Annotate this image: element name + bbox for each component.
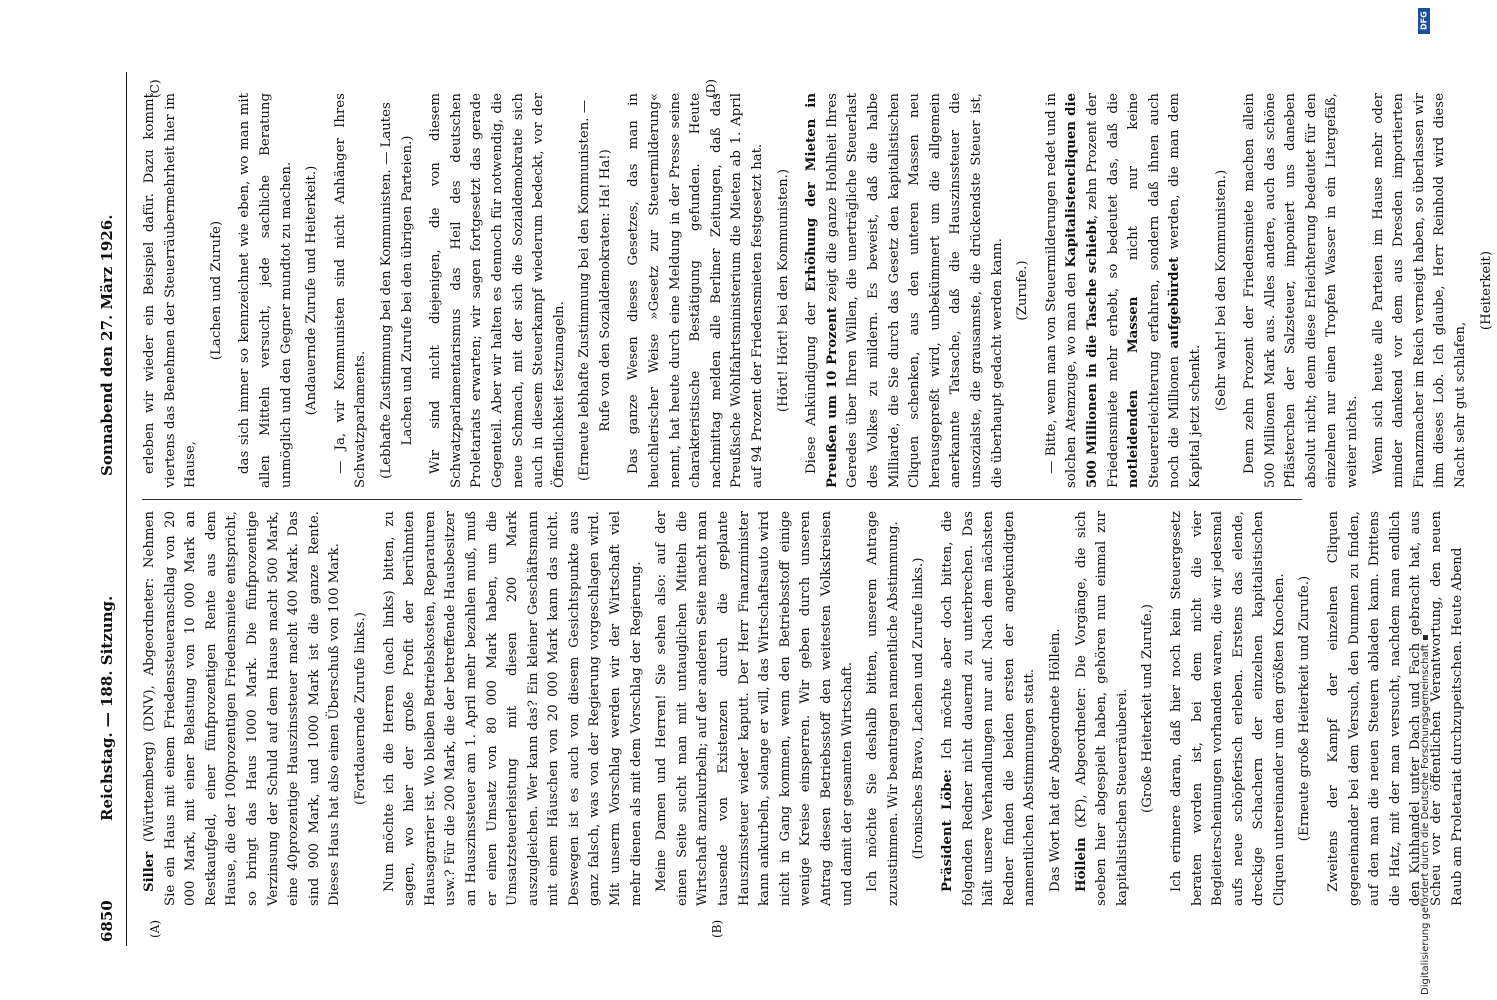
- interjection: (Zurufe.): [1015, 260, 1031, 321]
- session-date: Sonnabend den 27. März 1926.: [98, 214, 116, 476]
- paragraph: erleben wir wieder ein Beispiel dafür. Dazu kommt viertens das Benehmen der Steuerräubermehrheit hier im Hause,: [142, 93, 199, 488]
- paragraph: Das Wort hat der Abgeordnete Höllein.: [1047, 628, 1063, 892]
- paragraph: Höllein (KP), Abgeordneter: Die Vorgänge, die sich soeben hier abgespielt haben, gehören nun einmal zur kapitalistischen Steuerräuberei.: [1073, 511, 1130, 906]
- paragraph: Ich erinnere daran, daß hier noch kein Steuergesetz beraten worden ist, bei dem nicht die vier Begleiterscheinungen vorhanden waren, die wir jedesmal aufs neue schöpferisch erleben. Erstens das elende, dreckige Schachern der einzelnen kapitalistischen Cliquen untereinander um den größten Knochen.: [1168, 511, 1287, 906]
- paragraph: Denn zehn Prozent der Friedensmiete machen allein 500 Millionen Mark aus. Alles andere, auch das schöne Pflästerchen der Salzsteuer, imponiert uns daneben absolut nicht; denn diese Erleichterung bedeutet für den einzelnen nur einen Tropfen Wasser in ein Litergefäß, weiter nichts.: [1242, 93, 1361, 488]
- interjection: (Große Heiterkeit und Zurufe.): [1140, 604, 1156, 813]
- page-header: [92, 72, 127, 946]
- paragraph: Wenn sich heute alle Parteien im Hause mehr oder minder dankend vor dem aus Dresden importierten Finanzmacher im Reich verneigt haben, so überlassen wir ihm dieses Lob. Ich glaube, Herr Reinhold wird diese Nacht sehr gut schlafen,: [1370, 93, 1469, 488]
- interjection: (Sehr wahr! bei den Kommunisten.): [1213, 169, 1229, 412]
- paragraph: das sich immer so kennzeichnet wie eben, wo man mit allen Mitteln versucht, jede sachliche Beratung unmöglich und den Gegner mundtot zu machen.: [237, 93, 294, 488]
- paragraph: Wir sind nicht diejenigen, die von diesem Schwatzparlamentarismus das Heil des deutschen Proletariats erwarten; wir sagen fortgesetzt das gerade Gegenteil. Aber wir halten es dennoch für notwendig, die neue Schmach, mit der sich die Sozialdemokratie sich auch in diesem Steuerkampf wiederum bedeckt, vor der Öffentlichkeit festzunageln.: [428, 93, 567, 488]
- interjection: (Heiterkeit): [1478, 250, 1494, 331]
- paragraph: Meine Damen und Herren! Sie sehen also: auf der einen Seite sucht man mit untauglichen Mitteln die Wirtschaft anzukurbeln; auf der anderen Seite macht man tausende von Existenzen durch die geplante Hauszinssteuer wieder kaputt. Der Herr Finanzminister kann ankurbeln, solange er will, das Wirtschaftsauto wird nicht in Gang kommen, wenn den Betriebsstoff einige wenige Kreise einsperren. Wir geben durch unseren Antrag diesen Betriebsstoff den weitesten Volkskreisen und damit der gesamten Wirtschaft.: [654, 511, 855, 906]
- page-number: 6850: [98, 900, 116, 942]
- interjection: (Fortdauernde Zurufe links.): [352, 612, 368, 805]
- paragraph: Zweitens der Kampf der einzelnen Cliquen gegeneinander bei dem Versuch, den Dummen zu finden, auf den man die neuen Steuern abladen kann. Drittens die Hatz, mit der man versucht, nachdem man endlich den Kuhhandel unter Dach und Fach gebracht hat, aus Scheu vor der öffentlichen Verantwortung, den neuen Raub am Proletariat durchzupeitschen. Heute Abend: [1326, 511, 1465, 906]
- paragraph: Siller (Württemberg) (DNV), Abgeordneter: Nehmen Sie ein Haus mit einem Friedenssteueranschlag von 20 000 Mark, mit einer Belastung von 10 000 Mark an Restkaufgeld, einer fünfprozentigen Rente aus dem Hause, die der 100prozentigen Friedensmiete entspricht, so bringt das Haus 1000 Mark. Die fünfprozentige Verzinsung der Schuld auf dem Hause macht 500 Mark, eine 40prozentige Hauszinssteuer macht 400 Mark. Das sind 900 Mark, und 1000 Mark ist die ganze Rente. Dieses Haus hat also einen Überschuß von 100 Mark.: [142, 511, 343, 906]
- paragraph: Diese Ankündigung der Erhöhung der Mieten in Preußen um 10 Prozent zeigt die ganze Hohlheit Ihres Geredes über Ihren Willen, die unerträgliche Steuerlast des Volkes zu mildern. Es beweist, daß die halbe Milliarde, die Sie durch das Gesetz den kapitalistischen Cliquen schenken, aus den unteren Massen neu herausgepreßt wird, unbekümmert um die allgemein anerkannte Tatsache, daß die Hauszinssteuer die unsozialste, die grausamste, die drückendste Steuer ist, die überhaupt gedacht werden kann.: [804, 93, 1005, 488]
- interjection: (Ironisches Bravo, Lachen und Zurufe links.): [911, 557, 927, 860]
- interjection: (Lebhafte Zustimmung bei den Kommunisten. — Lautes Lachen und Zurufe bei den übrigen Parteien.): [378, 102, 415, 479]
- interjection: (Andauernde Zurufe und Heiterkeit.): [304, 165, 320, 416]
- session-title: Reichstag. — 188. Sitzung.: [98, 595, 116, 821]
- paragraph: Präsident Löbe: Ich möchte aber doch bitten, die folgenden Redner nicht dauernd zu unterbrechen. Das hält unsere Verhandlungen nur auf. Nach dem nächsten Redner finden die beiden ersten der angekündigten namentlichen Abstimmungen statt.: [939, 511, 1038, 906]
- margin-mark-a: (A): [148, 919, 162, 938]
- interjection: (Hört! Hört! bei den Kommunisten.): [775, 168, 791, 413]
- paragraph: Nun möchte ich die Herren (nach links) bitten, zu sagen, wo hier der große Profit der berühmten Hausagrarier ist. Wo bleiben Betriebskosten, Reparaturen usw.? Für die 200 Mark, die der betreffende Hausbesitzer an Hauszinssteuer am 1. April mehr bezahlen muß, muß er einen Umsatz von 80 000 Mark haben, um die Umsatzsteuerleistung mit diesen 200 Mark auszugleichen. Wer kann das? Ein kleiner Geschäftsmann mit einem Häuschen von 20 000 Mark kann das nicht. Deswegen ist es auch von diesem Gesichtspunkte aus ganz falsch, was von der Regierung vorgeschlagen wird. Mit unserm Vorschlag werden wir der Wirtschaft viel mehr dienen als mit dem Vorschlag der Regierung.: [381, 511, 644, 906]
- interjection: (Lachen und Zurufe): [208, 220, 224, 361]
- interjection: (Erneute lebhafte Zustimmung bei den Kommunisten. — Rufe von den Sozialdemokraten: Ha! Ha!): [577, 99, 613, 482]
- margin-mark-d: (D): [704, 79, 718, 98]
- dfg-credit-text: Digitalisierung gefördert durch die Deutsche Forschungsgemeinschaft ▪: [1420, 634, 1431, 995]
- paragraph: Das ganze Wesen dieses Gesetzes, das man in heuchlerischer Weise »Gesetz zur Steuermilderung« nennt, hat heute durch eine Meldung in der Presse seine charakteristische Bestätigung gefunden. Heute nachmittag melden alle Berliner Zeitungen, daß das Preußische Wohlfahrtsministerium die Mieten ab 1. April auf 94 Prozent der Friedensmieten festgesetzt hat.: [626, 93, 766, 488]
- interjection: (Erneute große Heiterkeit und Zurufe.): [1297, 575, 1313, 842]
- margin-mark-b: (B): [710, 919, 724, 938]
- paragraph: — Ja, wir Kommunisten sind nicht Anhänger Ihres Schwatzparlaments.: [332, 93, 369, 488]
- dfg-logo-icon: DFG: [1418, 8, 1430, 34]
- paragraph: — Bitte, wenn man von Steuermilderungen redet und in solchen Atemzuge, wo man den Kapitalistencliquen die 500 Millionen in die Tasche schiebt, zehn Prozent der Friedensmiete mehr erhebt, so bedeutet das, daß die notleidenden Massen nicht nur keine Steuererleichterung erfahren, sondern daß ihnen auch noch die Millionen aufgebürdet werden, die man dem Kapital jetzt schenkt.: [1043, 92, 1203, 488]
- paragraph: Ich möchte Sie deshalb bitten, unserem Antrage zuzustimmen. Wir beantragen namentliche Abstimmung.: [865, 511, 901, 906]
- column-divider: [142, 499, 1302, 500]
- margin-mark-c: (C): [148, 79, 162, 98]
- text-column-right: [140, 92, 1494, 488]
